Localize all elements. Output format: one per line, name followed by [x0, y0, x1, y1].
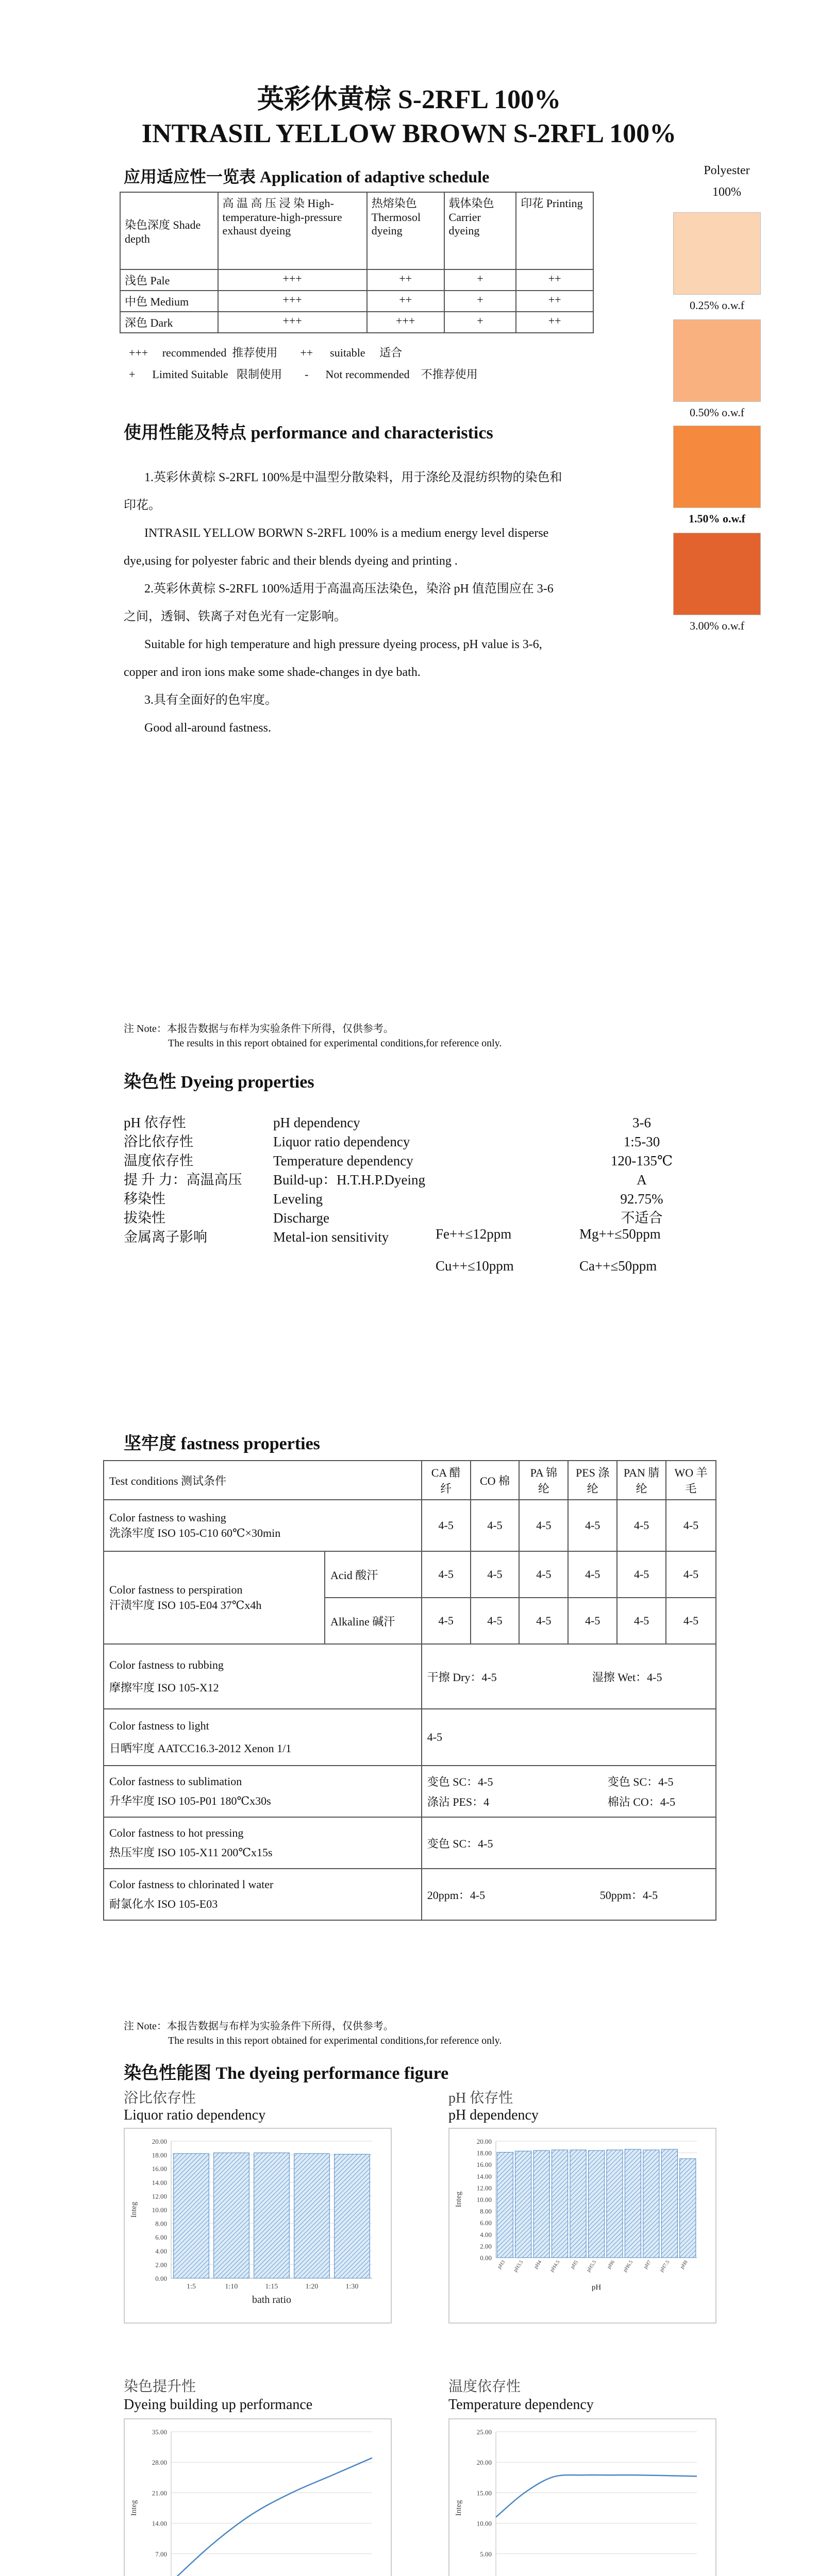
- dyeing-heading: 染色性 Dyeing properties: [124, 1073, 314, 1092]
- mg-value: Mg++≤50ppm: [579, 1226, 661, 1242]
- x-tick-label: pH7.5: [659, 2259, 671, 2273]
- fastness-table: [103, 1460, 716, 1921]
- washing-title: Color fastness to washing: [109, 1511, 226, 1524]
- swatch-header-1: Polyester: [704, 164, 750, 177]
- title-cn: 英彩休黄棕 S-2RFL 100%: [257, 85, 561, 114]
- value-cell: 4-5: [666, 1500, 716, 1551]
- legend-line-2: + Limited Suitable 限制使用 - Not recommended 不推荐使用: [129, 368, 478, 381]
- liquor-title-cn: 浴比依存性: [124, 2090, 196, 2106]
- dye-prop-value: 120-135℃: [610, 1153, 673, 1168]
- dye-prop-value: 92.75%: [620, 1191, 663, 1207]
- bar: [254, 2153, 290, 2278]
- bar: [174, 2154, 209, 2278]
- x-tick-label: pH4: [533, 2259, 543, 2270]
- buildup-chart: [124, 2418, 392, 2576]
- value-cell: ++: [367, 291, 444, 312]
- col-ca: CA 醋纤: [422, 1461, 471, 1500]
- y-tick-label: 14.00: [152, 2178, 167, 2187]
- bar: [533, 2150, 549, 2258]
- y-tick-label: 12.00: [152, 2192, 167, 2200]
- bar: [552, 2150, 567, 2258]
- value-cell: 4-5: [422, 1500, 471, 1551]
- hot-title: Color fastness to hot pressing: [109, 1826, 244, 1839]
- value-cell: +: [444, 312, 516, 333]
- swatch-label: 0.50% o.w.f: [689, 406, 745, 419]
- dye-prop-en: Metal-ion sensitivity: [273, 1229, 389, 1245]
- value-cell: 4-5: [617, 1500, 666, 1551]
- x-tick-label: pH5: [570, 2259, 580, 2270]
- performance-p1: 1.英彩休黄棕 S-2RFL 100%是中温型分散染料，用于涤纶及混纺织物的染色和印花。: [124, 471, 562, 512]
- application-heading: 应用适应性一览表 Application of adaptive schedule: [124, 167, 490, 186]
- value-cell: 4-5: [471, 1598, 520, 1644]
- chl-title: Color fastness to chlorinated l water: [109, 1877, 274, 1891]
- x-tick-label: pH3.5: [512, 2259, 525, 2273]
- dye-prop-value: A: [637, 1172, 647, 1188]
- test-conditions-header: Test conditions 测试条件: [104, 1461, 422, 1500]
- value-cell: ++: [516, 291, 593, 312]
- light-value: 4-5: [422, 1709, 716, 1766]
- y-axis-label: Integ: [455, 2500, 463, 2516]
- fastness-heading: 坚牢度 fastness properties: [124, 1434, 320, 1453]
- col-shade: 染色深度 Shade depth: [120, 192, 218, 269]
- performance-p6: Good all-around fastness.: [144, 721, 271, 735]
- rubbing-std: 摩擦牢度 ISO 105-X12: [109, 1681, 219, 1694]
- y-tick-label: 14.00: [476, 2172, 492, 2180]
- color-swatch: [673, 212, 761, 295]
- table-row: [120, 269, 593, 291]
- dye-prop-cn: 拔染性: [124, 1210, 165, 1226]
- performance-p5: 3.具有全面好的色牢度。: [144, 693, 277, 707]
- y-tick-label: 21.00: [152, 2489, 167, 2497]
- note-1-cn: 注 Note：本报告数据与布样为实验条件下所得，仅供参考。: [124, 1023, 394, 1035]
- dye-prop-en: Build-up：H.T.H.P.Dyeing: [273, 1172, 425, 1188]
- note-2-cn: 注 Note：本报告数据与布样为实验条件下所得，仅供参考。: [124, 2021, 394, 2032]
- y-tick-label: 8.00: [480, 2207, 492, 2215]
- subl-pes: 涤沾 PES：4: [427, 1795, 490, 1808]
- swatch-label: 1.50% o.w.f: [689, 512, 745, 525]
- value-cell: 4-5: [471, 1500, 520, 1551]
- legend-line-1: +++ recommended 推荐使用 ++ suitable 适合: [129, 346, 403, 359]
- figure-heading: 染色性能图 The dyeing performance figure: [124, 2064, 449, 2083]
- color-swatch: [673, 533, 761, 615]
- y-tick-label: 8.00: [155, 2219, 167, 2228]
- x-tick-label: pH7: [642, 2259, 653, 2270]
- y-tick-label: 10.00: [152, 2206, 167, 2214]
- table-row: [104, 1817, 716, 1869]
- dye-prop-en: pH dependency: [273, 1115, 360, 1130]
- dye-prop-value: 3-6: [632, 1115, 651, 1130]
- table-row: [104, 1644, 716, 1709]
- subl-title: Color fastness to sublimation: [109, 1774, 242, 1788]
- y-tick-label: 4.00: [155, 2247, 167, 2255]
- shade-cell: 浅色 Pale: [120, 269, 218, 291]
- table-row: [120, 291, 593, 312]
- value-cell: 4-5: [568, 1500, 617, 1551]
- rubbing-dry: 干擦 Dry：4-5: [427, 1670, 497, 1684]
- color-swatch: [673, 426, 761, 508]
- performance-heading: 使用性能及特点 performance and characteristics: [124, 423, 493, 443]
- persp-std: 汗渍牢度 ISO 105-E04 37℃x4h: [109, 1598, 262, 1612]
- ph-title-cn: pH 依存性: [448, 2090, 513, 2106]
- dye-prop-cn: 浴比依存性: [124, 1134, 193, 1149]
- value-cell: 4-5: [568, 1598, 617, 1644]
- table-row: [120, 312, 593, 333]
- ph-dependency-chart: [448, 2128, 716, 2324]
- series-line: [171, 2458, 372, 2576]
- y-tick-label: 6.00: [155, 2233, 167, 2242]
- value-cell: +: [444, 291, 516, 312]
- y-tick-label: 20.00: [476, 2459, 492, 2467]
- y-tick-label: 18.00: [152, 2151, 167, 2159]
- value-cell: 4-5: [519, 1551, 568, 1598]
- ph-title-en: pH dependency: [448, 2107, 539, 2123]
- application-table: [120, 192, 594, 333]
- y-tick-label: 12.00: [476, 2184, 492, 2192]
- rubbing-wet: 湿擦 Wet：4-5: [592, 1670, 662, 1684]
- series-line: [496, 2475, 697, 2517]
- bar: [294, 2154, 330, 2278]
- y-tick-label: 20.00: [476, 2138, 492, 2145]
- dye-prop-en: Leveling: [273, 1191, 323, 1207]
- value-cell: ++: [516, 312, 593, 333]
- bar: [680, 2159, 696, 2258]
- y-tick-label: 10.00: [476, 2196, 492, 2204]
- y-tick-label: 0.00: [155, 2275, 167, 2282]
- rubbing-title: Color fastness to rubbing: [109, 1658, 224, 1671]
- light-std: 日晒牢度 AATCC16.3-2012 Xenon 1/1: [109, 1741, 292, 1755]
- y-tick-label: 28.00: [152, 2459, 167, 2467]
- shade-cell: 深色 Dark: [120, 312, 218, 333]
- title-en: INTRASIL YELLOW BROWN S-2RFL 100%: [141, 119, 677, 148]
- dye-prop-cn: 金属离子影响: [124, 1229, 207, 1245]
- x-tick-label: pH8: [679, 2259, 689, 2270]
- y-axis-label: Integ: [455, 2191, 463, 2208]
- subl-sc2: 变色 SC：4-5: [607, 1775, 674, 1788]
- color-swatch: [673, 319, 761, 402]
- y-tick-label: 0.00: [480, 2254, 492, 2262]
- x-tick-label: 1:30: [345, 2283, 359, 2291]
- buildup-title-cn: 染色提升性: [124, 2379, 196, 2395]
- bar: [643, 2150, 659, 2258]
- bar: [214, 2153, 249, 2278]
- col-printing: 印花 Printing: [516, 192, 593, 269]
- swatch-label: 0.25% o.w.f: [689, 299, 745, 312]
- dye-prop-cn: pH 依存性: [124, 1115, 186, 1130]
- col-pa: PA 锦纶: [519, 1461, 568, 1500]
- hot-value: 变色 SC：4-5: [422, 1817, 716, 1869]
- subl-std: 升华牢度 ISO 105-P01 180℃x30s: [109, 1794, 271, 1807]
- y-tick-label: 18.00: [476, 2149, 492, 2157]
- hot-std: 热压牢度 ISO 105-X11 200℃x15s: [109, 1845, 273, 1859]
- chl-std: 耐氯化水 ISO 105-E03: [109, 1897, 218, 1910]
- temp-title-cn: 温度依存性: [448, 2379, 521, 2395]
- cu-value: Cu++≤10ppm: [436, 1258, 514, 1274]
- col-wo: WO 羊毛: [666, 1461, 716, 1500]
- x-tick-label: 1:20: [305, 2283, 319, 2291]
- y-tick-label: 6.00: [480, 2219, 492, 2227]
- y-tick-label: 2.00: [480, 2242, 492, 2250]
- y-tick-label: 5.00: [480, 2550, 492, 2558]
- value-cell: 4-5: [519, 1598, 568, 1644]
- x-tick-label: pH4.5: [549, 2259, 561, 2273]
- value-cell: 4-5: [422, 1551, 471, 1598]
- dye-prop-cn: 提 升 力：高温高压: [124, 1172, 242, 1188]
- table-row: [104, 1500, 716, 1551]
- dye-prop-cn: 温度依存性: [124, 1153, 193, 1168]
- bar: [570, 2150, 586, 2258]
- washing-std: 洗涤牢度 ISO 105-C10 60℃×30min: [109, 1526, 281, 1539]
- y-tick-label: 35.00: [152, 2428, 167, 2436]
- subl-co: 棉沾 CO：4-5: [607, 1795, 676, 1808]
- y-axis-label: Integ: [130, 2201, 138, 2218]
- y-tick-label: 16.00: [152, 2165, 167, 2173]
- x-tick-label: pH6.5: [622, 2259, 635, 2273]
- liquor-title-en: Liquor ratio dependency: [124, 2107, 266, 2123]
- x-tick-label: 1:10: [225, 2283, 238, 2291]
- dye-prop-value: 不适合: [621, 1210, 663, 1226]
- value-cell: +++: [218, 291, 367, 312]
- value-cell: 4-5: [422, 1598, 471, 1644]
- buildup-title-en: Dyeing building up performance: [124, 2397, 313, 2413]
- subl-sc: 变色 SC：4-5: [427, 1775, 493, 1788]
- persp-title: Color fastness to perspiration: [109, 1583, 243, 1596]
- y-tick-label: 16.00: [476, 2161, 492, 2169]
- chl-20: 20ppm：4-5: [427, 1888, 486, 1902]
- temperature-chart: [448, 2418, 716, 2576]
- y-axis-label: Integ: [130, 2500, 138, 2516]
- liquor-ratio-chart: [124, 2128, 392, 2324]
- col-thermosol: 热熔染色 Thermosol dyeing: [367, 192, 444, 269]
- value-cell: +++: [367, 312, 444, 333]
- swatch-label: 3.00% o.w.f: [689, 619, 745, 632]
- fe-value: Fe++≤12ppm: [436, 1226, 512, 1242]
- col-pan: PAN 腈纶: [617, 1461, 666, 1500]
- value-cell: 4-5: [617, 1551, 666, 1598]
- x-tick-label: pH3: [496, 2259, 507, 2270]
- temp-title-en: Temperature dependency: [448, 2397, 594, 2413]
- value-cell: +++: [218, 312, 367, 333]
- value-cell: ++: [367, 269, 444, 291]
- note-2-en: The results in this report obtained for experimental conditions,for reference only.: [168, 2035, 502, 2046]
- bar: [625, 2149, 641, 2258]
- y-tick-label: 25.00: [476, 2428, 492, 2436]
- dye-prop-en: Liquor ratio dependency: [273, 1134, 410, 1149]
- x-tick-label: 1:5: [187, 2283, 196, 2291]
- performance-p4: Suitable for high temperature and high pressure dyeing process, pH value is 3-6, copper and iron ions make some shade-changes in dye bath.: [124, 638, 542, 679]
- value-cell: ++: [516, 269, 593, 291]
- table-row: [104, 1551, 716, 1598]
- bar: [607, 2150, 623, 2258]
- acid-label: Acid 酸汗: [325, 1551, 422, 1598]
- bar: [515, 2151, 531, 2258]
- col-co: CO 棉: [471, 1461, 520, 1500]
- shade-cell: 中色 Medium: [120, 291, 218, 312]
- light-title: Color fastness to light: [109, 1719, 209, 1732]
- dye-prop-cn: 移染性: [124, 1191, 165, 1207]
- value-cell: 4-5: [519, 1500, 568, 1551]
- value-cell: +++: [218, 269, 367, 291]
- table-row: [104, 1766, 716, 1817]
- bar: [335, 2154, 370, 2278]
- note-1-en: The results in this report obtained for experimental conditions,for reference only.: [168, 1038, 502, 1049]
- value-cell: +: [444, 269, 516, 291]
- dye-prop-value: 1:5-30: [623, 1134, 660, 1149]
- y-tick-label: 7.00: [155, 2550, 167, 2558]
- y-tick-label: 4.00: [480, 2230, 492, 2239]
- x-tick-label: pH5.5: [586, 2259, 598, 2273]
- ca-value: Ca++≤50ppm: [579, 1258, 657, 1274]
- x-axis-label: bath ratio: [252, 2294, 292, 2306]
- dye-prop-en: Temperature dependency: [273, 1153, 413, 1168]
- col-carrier: 载体染色 Carrier dyeing: [444, 192, 516, 269]
- bar: [588, 2150, 604, 2258]
- table-row: [104, 1709, 716, 1766]
- y-tick-label: 20.00: [152, 2138, 167, 2145]
- x-tick-label: pH6: [606, 2259, 616, 2270]
- bar: [497, 2152, 513, 2258]
- bar: [661, 2149, 677, 2258]
- value-cell: 4-5: [568, 1551, 617, 1598]
- table-row: [104, 1869, 716, 1920]
- alkaline-label: Alkaline 碱汗: [325, 1598, 422, 1644]
- y-tick-label: 2.00: [155, 2261, 167, 2269]
- value-cell: 4-5: [666, 1598, 716, 1644]
- swatch-header-2: 100%: [712, 185, 741, 199]
- performance-text: [124, 464, 567, 742]
- y-tick-label: 10.00: [476, 2519, 492, 2528]
- value-cell: 4-5: [617, 1598, 666, 1644]
- dye-prop-en: Discharge: [273, 1210, 329, 1226]
- x-tick-label: 1:15: [265, 2283, 278, 2291]
- performance-p3: 2.英彩休黄棕 S-2RFL 100%适用于高温高压法染色，染浴 pH 值范围应在 3-6 之间，透铜、铁离子对色光有一定影响。: [124, 582, 554, 623]
- col-pes: PES 涤纶: [568, 1461, 617, 1500]
- value-cell: 4-5: [666, 1551, 716, 1598]
- y-tick-label: 14.00: [152, 2519, 167, 2528]
- y-tick-label: 15.00: [476, 2489, 492, 2497]
- chl-50: 50ppm：4-5: [599, 1888, 658, 1902]
- x-axis-label: pH: [591, 2283, 602, 2292]
- col-ht: 高 温 高 压 浸 染 High-temperature-high-pressure exhaust dyeing: [218, 192, 367, 269]
- value-cell: 4-5: [471, 1551, 520, 1598]
- performance-p2: INTRASIL YELLOW BORWN S-2RFL 100% is a medium energy level disperse dye,using for polyester fabric and their blends dyeing and printing .: [124, 527, 549, 568]
